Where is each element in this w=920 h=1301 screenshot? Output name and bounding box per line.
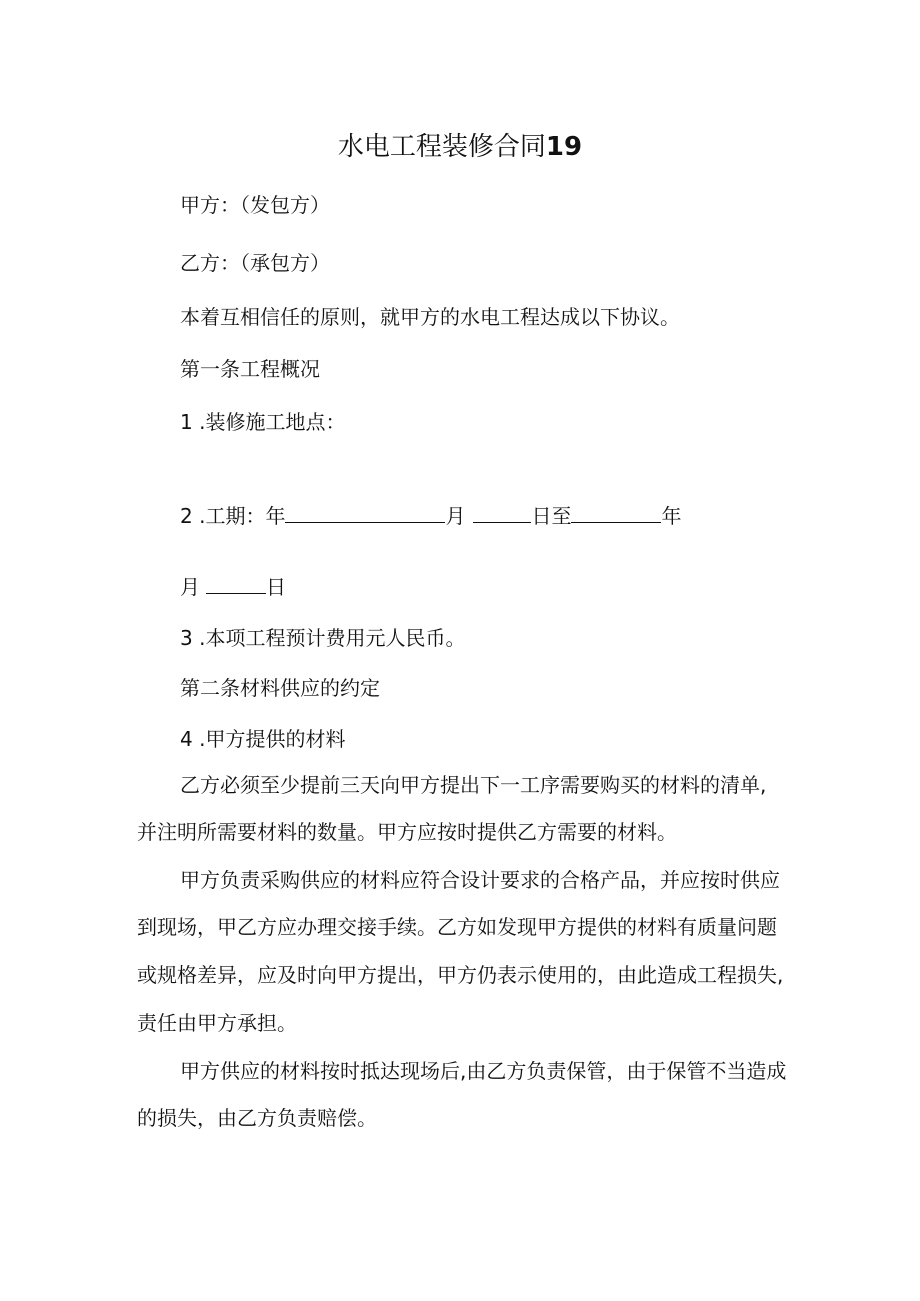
item-4-heading: 4 .甲方提供的材料 <box>180 727 346 751</box>
item-2-cont-month: 月 <box>180 575 200 599</box>
paragraph-3-line-2: 的损失，由乙方负责赔偿。 <box>137 1106 377 1130</box>
item-2-schedule <box>180 502 681 530</box>
item-2-cont-day: 日 <box>266 575 286 599</box>
end-year-blank[interactable] <box>571 504 661 523</box>
paragraph-1-line-1: 乙方必须至少提前三天向甲方提出下一工序需要购买的材料的清单, <box>180 773 767 797</box>
item-3-cost: 3 .本项工程预计费用元人民币。 <box>180 626 466 650</box>
paragraph-2-line-2: 到现场，甲乙方应办理交接手续。乙方如发现甲方提供的材料有质量问题 <box>137 915 777 939</box>
item-2-day-to: 日至 <box>531 504 572 528</box>
article-1-heading: 第一条工程概况 <box>180 357 320 381</box>
day-blank[interactable] <box>473 504 531 523</box>
paragraph-2-line-3: 或规格差异，应及时向甲方提出，甲方仍表示使用的，由此造成工程损失, <box>137 963 784 987</box>
party-a-line: 甲方：（发包方） <box>180 193 330 217</box>
intro-paragraph: 本着互相信任的原则，就甲方的水电工程达成以下协议。 <box>180 305 680 329</box>
title-text: 水电工程装修合同 <box>337 132 546 162</box>
party-b-line: 乙方：（承包方） <box>180 251 330 275</box>
item-1-location: 1 .装修施工地点： <box>180 410 346 434</box>
item-2-continuation <box>180 573 286 601</box>
paragraph-2-line-4: 责任由甲方承担。 <box>137 1011 297 1035</box>
title-number: 19 <box>545 132 583 162</box>
item-2-year: 年 <box>661 504 682 528</box>
document-title <box>0 130 920 164</box>
item-2-prefix: 2 .工期：年 <box>180 504 286 528</box>
article-2-heading: 第二条材料供应的约定 <box>180 676 380 700</box>
paragraph-1-line-2: 并注明所需要材料的数量。甲方应按时提供乙方需要的材料。 <box>137 820 677 844</box>
item-2-month: 月 <box>445 504 466 528</box>
end-day-blank[interactable] <box>206 575 266 594</box>
paragraph-2-line-1: 甲方负责采购供应的材料应符合设计要求的合格产品，并应按时供应 <box>180 868 780 892</box>
year-blank[interactable] <box>285 504 445 523</box>
paragraph-3-line-1: 甲方供应的材料按时抵达现场后,由乙方负责保管，由于保管不当造成 <box>180 1059 787 1083</box>
